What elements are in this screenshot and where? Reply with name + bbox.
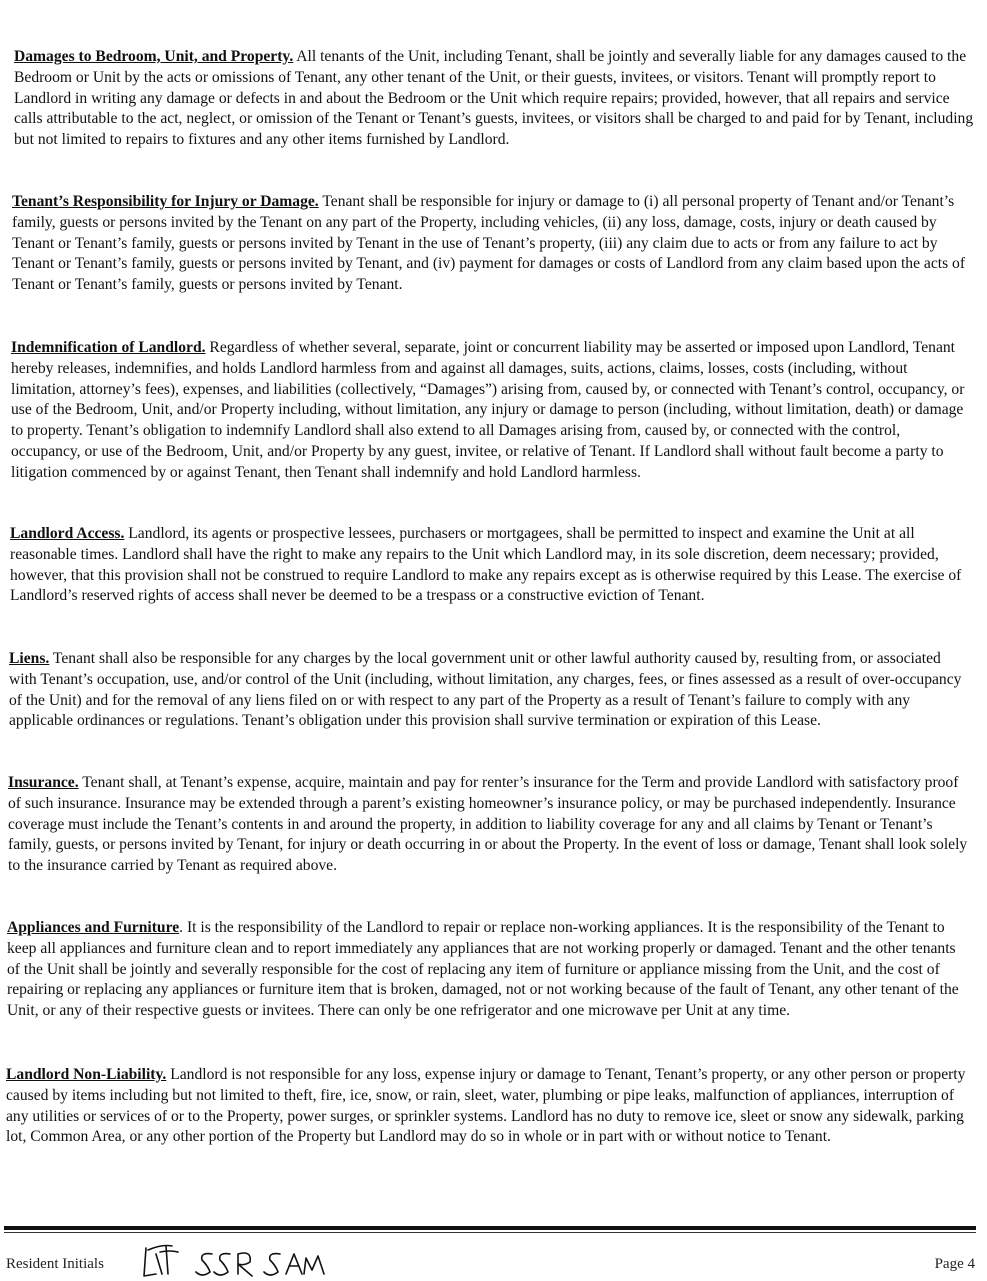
section-body: Tenant shall be responsible for injury or damage to (i) all personal property of Tenant and/or Tenant’s family, guests or persons invited by the Tenant on any part of the Property, including vehicles, (ii) any loss, damage, costs, injury or death caused by Tenant or Tenant’s family, guests or persons invited by Tenant in the use of Tenant’s property, (iii) any claim due to acts or from any failure to act by Tenant or Tenant’s family, guests or persons invited by Tenant, and (iv) payment for damages or costs of Landlord from any claim based upon the acts of Tenant or Tenant’s family, guests or persons invited by Tenant.	[12, 193, 966, 294]
section-heading: Tenant’s Responsibility for Injury or Damage.	[12, 193, 319, 210]
section-body: . It is the responsibility of the Landlord to repair or replace non-working appliances. It is the responsibility of the Tenant to keep all appliances and furniture clean and to report immediately any appliances that are not working properly or damaged. Tenant and the other tenants of the Unit shall be jointly and severally responsible for the cost of replacing any item of furniture or appliance missing from the Unit, and the cost of repairing or replacing any appliances or furniture item that is broken, damaged, not or not working because of the fault of Tenant, any other tenant of the Unit, or any of their respective guests or invitees. There can only be one refrigerator and one microwave per Unit at any time.	[7, 919, 959, 1020]
section-body: All tenants of the Unit, including Tenant, shall be jointly and severally liable for any damages caused to the Bedroom or Unit by the acts or omissions of Tenant, any other tenant of the Unit, or their guests, invitees, or visitors. Tenant will promptly report to Landlord in writing any damage or defects in and about the Bedroom or the Unit which require repairs; provided, however, that all repairs and service calls attributable to the act, neglect, or omission of the Tenant or Tenant’s guests, invitees, or visitors shall be charged to and paid for by Tenant, including but not limited to repairs to fixtures and any other items furnished by Landlord.	[14, 48, 974, 149]
section-body: Tenant shall, at Tenant’s expense, acquire, maintain and pay for renter’s insurance for the Term and provide Landlord with satisfactory proof of such insurance. Insurance may be extended through a parent’s existing homeowner’s insurance policy, or may be purchased independently. Insurance coverage must include the Tenant’s contents in and around the property, in addition to liability coverage for any and all claims by Tenant or Tenant’s family, guests, or persons invited by Tenant, for injury or death occurring in or about the Property. In the event of loss or damage, Tenant shall look solely to the insurance carried by Tenant as required above.	[8, 774, 968, 875]
section-heading: Insurance.	[8, 774, 79, 791]
section-body: Tenant shall also be responsible for any charges by the local government unit or other lawful authority caused by, resulting from, or associated with Tenant’s occupation, use, and/or control of the Unit (including, without limitation, any charges, fees, or fines assessed as a result of over-occupancy of the Unit) and for the removal of any liens filed on or with respect to any part of the Property as a result of Tenant’s failure to comply with any applicable ordinances or regulations. Tenant’s obligation under this provision shall survive termination or expiration of this Lease.	[9, 650, 962, 730]
section-indemnification	[11, 338, 971, 484]
section-landlord-access	[10, 524, 970, 607]
section-heading: Landlord Non-Liability.	[6, 1066, 167, 1083]
section-liens	[9, 649, 969, 732]
section-heading: Damages to Bedroom, Unit, and Property.	[14, 48, 294, 65]
section-heading: Liens.	[9, 650, 50, 667]
section-tenant-responsibility	[12, 192, 972, 296]
section-body: Landlord, its agents or prospective lessees, purchasers or mortgagees, shall be permitted to inspect and examine the Unit at all reasonable times. Landlord shall have the right to make any repairs to the Unit which Landlord may, in its sole discretion, deem necessary; provided, however, that this provision shall not be construed to require Landlord to make any repairs except as is otherwise required by this Lease. The exercise of Landlord’s reserved rights of access shall never be deemed to be a trespass or a constructive eviction of Tenant.	[10, 525, 962, 605]
handwritten-initials	[140, 1240, 330, 1280]
page-number: Page 4	[934, 1256, 975, 1272]
section-landlord-non-liability	[6, 1065, 966, 1148]
resident-initials-label: Resident Initials	[6, 1256, 104, 1272]
section-appliances	[7, 918, 967, 1022]
footer-rule-thin	[4, 1232, 976, 1233]
section-heading: Appliances and Furniture	[7, 919, 180, 936]
section-damages	[14, 47, 974, 151]
section-heading: Indemnification of Landlord.	[11, 339, 206, 356]
section-insurance	[8, 773, 968, 877]
footer-rule	[4, 1226, 976, 1230]
section-heading: Landlord Access.	[10, 525, 125, 542]
section-body: Landlord is not responsible for any loss, expense injury or damage to Tenant, Tenant’s property, or any other person or property caused by items including but not limited to theft, fire, ice, snow, or rain, sleet, water, plumbing or pipe leaks, malfunction of appliances, interruption of any utilities or services of or to the Property, power surges, or sprinkler systems. Landlord has no duty to remove ice, sleet or snow any sidewalk, parking lot, Common Area, or any other portion of the Property but Landlord may do so in whole or in part with or without notice to Tenant.	[6, 1066, 966, 1146]
section-body: Regardless of whether several, separate, joint or concurrent liability may be asserted or imposed upon Landlord, Tenant hereby releases, indemnifies, and holds Landlord harmless from and against all damages, suits, actions, claims, losses, costs (including, without limitation, attorney’s fees), expenses, and liabilities (collectively, “Damages”) arising from, caused by, or connected with Tenant’s control, occupancy, or use of the Bedroom, Unit, and/or Property including, without limitation, any injury or damage to person (including, without limitation, death) or damage to property. Tenant’s obligation to indemnify Landlord shall also extend to all Damages arising from, caused by, or connected with the control, occupancy, or use of the Bedroom, Unit, and/or Property by any guest, invitee, or relative of Tenant. If Landlord shall without fault become a party to litigation commenced by or against Tenant, then Tenant shall indemnify and hold Landlord harmless.	[11, 339, 965, 481]
